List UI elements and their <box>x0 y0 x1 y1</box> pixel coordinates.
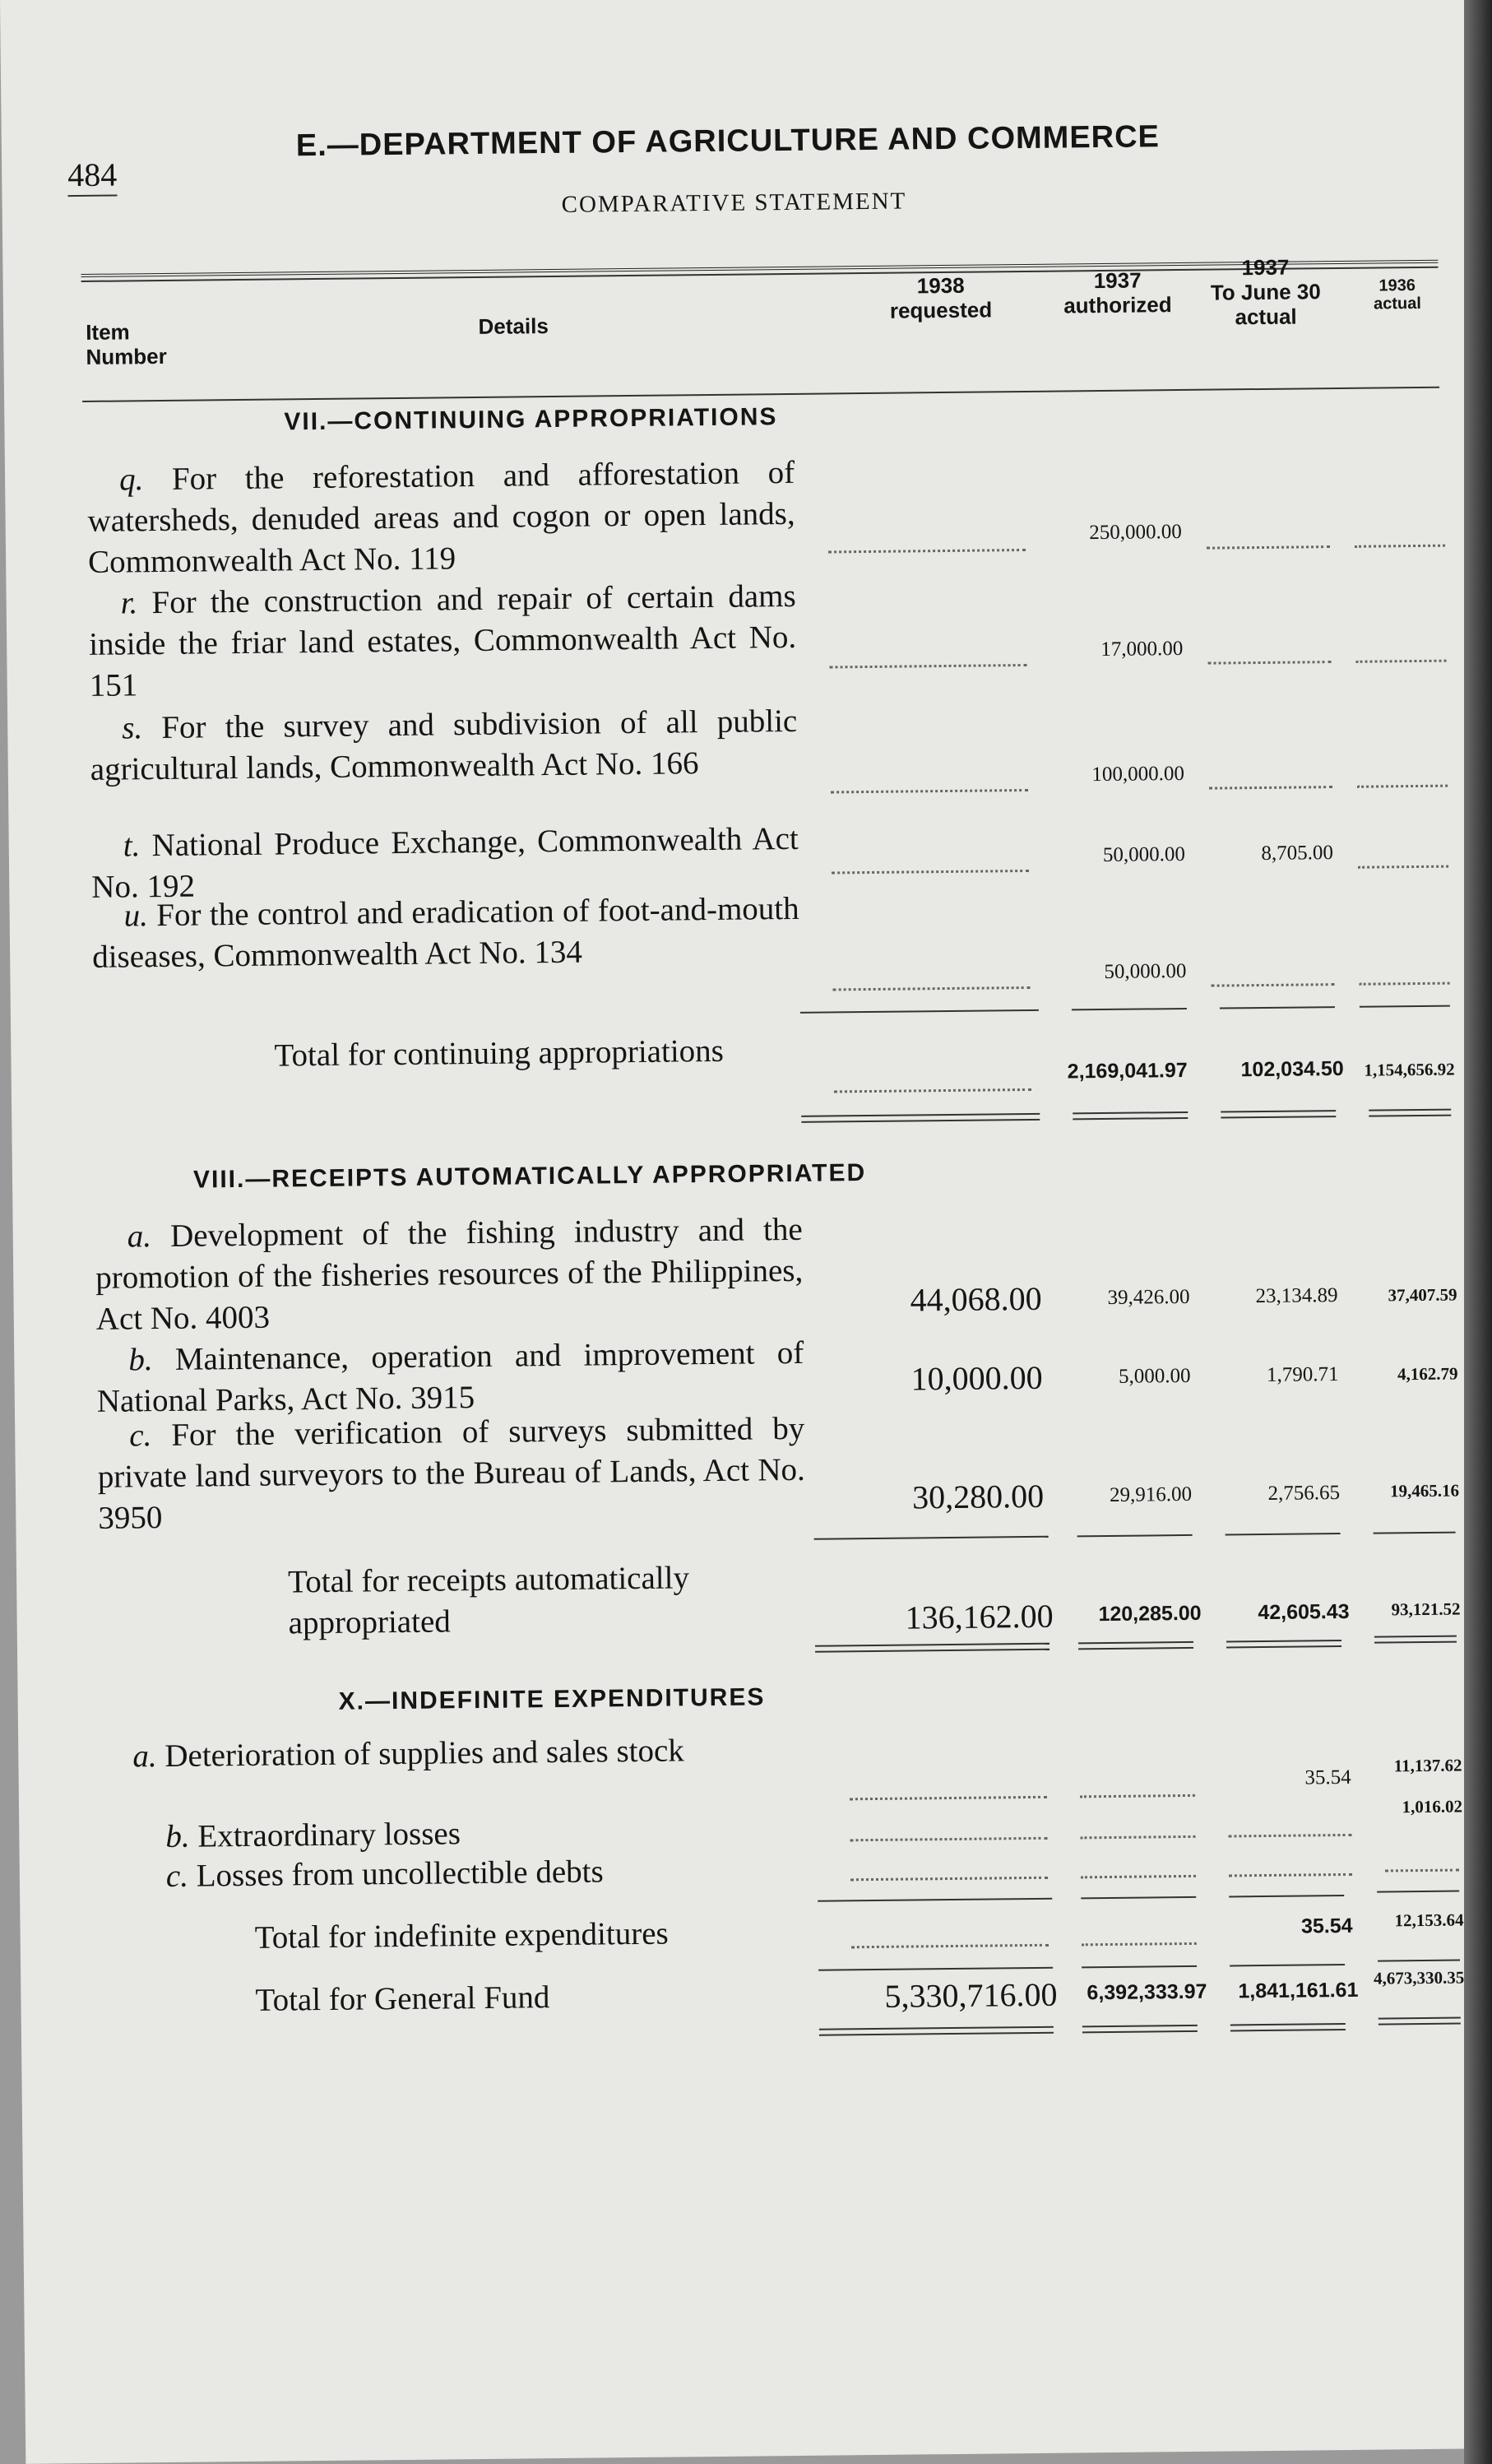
item-label: s. <box>122 710 143 746</box>
item-c-uncollectible-debts <box>102 1849 809 1898</box>
leader-dots <box>1208 661 1332 665</box>
value-actual-1936: 4,162.79 <box>1397 1363 1458 1385</box>
column-header-1938-requested: 1938 requested <box>889 272 993 323</box>
item-text: Maintenance, operation and improvement of National Parks, Act No. 3915 <box>96 1334 804 1419</box>
total-double-rule <box>1078 1641 1193 1650</box>
item-text: Extraordinary losses <box>197 1816 461 1854</box>
item-text: For the control and eradication of foot-and-mouth diseases, Commonwealth Act No. 134 <box>91 890 799 975</box>
subtotal-rule <box>1081 1896 1196 1899</box>
total-label: Total for General Fund <box>255 1979 550 2018</box>
item-a-fishing-industry <box>95 1209 804 1340</box>
header-bottom-rule <box>82 387 1439 402</box>
item-text: National Produce Exchange, Commonwealth Act No. 192 <box>91 820 799 905</box>
subtotal-rule <box>814 1536 1049 1540</box>
running-head: E.—DEPARTMENT OF AGRICULTURE AND COMMERCE <box>295 119 1161 164</box>
value-actual-1937: 2,756.65 <box>1267 1482 1341 1505</box>
item-s-survey <box>90 701 798 791</box>
item-label: r. <box>120 585 138 621</box>
item-label: b. <box>165 1818 190 1855</box>
leader-dots <box>1360 982 1450 986</box>
subtotal-rule <box>1229 1895 1344 1897</box>
leader-dots <box>1212 983 1335 987</box>
leader-dots <box>1082 1942 1197 1946</box>
value-actual-1936: 37,407.59 <box>1388 1284 1457 1306</box>
column-header-1937-actual: 1937 To June 30 actual <box>1210 254 1321 330</box>
value-authorized: 50,000.00 <box>1104 959 1187 984</box>
subtotal-rule <box>800 1009 1039 1014</box>
leader-dots <box>1357 785 1448 788</box>
total-receipts-actual-1937: 42,605.43 <box>1258 1599 1350 1625</box>
leader-dots <box>1081 1875 1196 1878</box>
total-double-rule <box>1378 2017 1461 2025</box>
subtotal-rule <box>1072 1008 1187 1010</box>
item-text: For the verification of surveys submitted by private land surveyors to the Bureau of Lands, Act No. 3950 <box>97 1410 805 1536</box>
item-label: c. <box>129 1418 152 1454</box>
subtotal-rule <box>818 1967 1053 1971</box>
item-text: Deterioration of supplies and sales stock <box>164 1733 684 1775</box>
value-authorized: 50,000.00 <box>1102 842 1186 867</box>
value-actual-1936: 1,016.02 <box>1402 1796 1463 1817</box>
value-requested: 10,000.00 <box>910 1358 1043 1398</box>
item-text: Development of the fishing industry and the promotion of the fisheries resources of the Philippines, Act No. 4003 <box>95 1211 804 1337</box>
value-authorized: 100,000.00 <box>1091 762 1185 787</box>
item-label: u. <box>123 898 149 934</box>
leader-dots <box>1080 1835 1195 1839</box>
total-indefinite-actual-1937: 35.54 <box>1300 1914 1353 1938</box>
total-label: Total for continuing appropriations <box>274 1032 725 1074</box>
value-authorized: 17,000.00 <box>1100 637 1184 661</box>
leader-dots <box>1209 786 1332 790</box>
total-continuing-actual-1936: 1,154,656.92 <box>1364 1059 1455 1080</box>
value-actual-1937: 23,134.89 <box>1255 1284 1338 1308</box>
leader-dots <box>1355 545 1445 548</box>
value-actual-1936: 19,465.16 <box>1389 1480 1460 1501</box>
total-continuing-actual-1937: 102,034.50 <box>1240 1056 1344 1082</box>
leader-dots <box>828 549 1026 554</box>
leader-dots <box>1207 545 1330 550</box>
column-header-1936-actual: 1936 actual <box>1373 276 1421 313</box>
section-heading-continuing: VII.—CONTINUING APPROPRIATIONS <box>284 403 778 436</box>
item-c-land-surveys <box>97 1408 806 1539</box>
value-authorized: 5,000.00 <box>1118 1364 1191 1388</box>
subtotal-rule <box>1230 1964 1345 1966</box>
page-binding-edge <box>1464 0 1492 2464</box>
subtotal-rule <box>1220 1006 1335 1009</box>
page-number: 484 <box>67 155 118 194</box>
general-fund-actual-1937: 1,841,161.61 <box>1238 1978 1359 2003</box>
general-fund-actual-1936: 4,673,330.35 <box>1373 1967 1465 1988</box>
item-label: q. <box>118 462 144 498</box>
general-fund-requested: 5,330,716.00 <box>884 1975 1058 2015</box>
value-actual-1937: 1,790.71 <box>1266 1363 1339 1386</box>
subtotal-rule <box>1360 1005 1450 1008</box>
page-number-underline <box>67 195 117 197</box>
leader-dots <box>1358 865 1448 869</box>
leader-dots <box>850 1877 1048 1882</box>
item-u-foot-and-mouth <box>91 889 799 978</box>
value-authorized: 29,916.00 <box>1109 1483 1193 1506</box>
subtotal-rule <box>1377 1891 1459 1893</box>
value-authorized: 39,426.00 <box>1107 1285 1190 1309</box>
leader-dots <box>832 870 1029 875</box>
leader-dots <box>850 1796 1047 1801</box>
column-header-details: Details <box>478 313 549 339</box>
total-receipts-actual-1936: 93,121.52 <box>1391 1599 1461 1620</box>
statement-subtitle: COMPARATIVE STATEMENT <box>561 188 907 218</box>
item-text: Losses from uncollectible debts <box>196 1854 604 1894</box>
item-label: a. <box>132 1738 157 1775</box>
value-actual-1937: 8,705.00 <box>1261 842 1334 865</box>
item-r-dams <box>88 576 797 707</box>
subtotal-rule <box>1374 1532 1456 1534</box>
total-general-fund <box>255 1974 831 2021</box>
total-receipts-requested: 136,162.00 <box>905 1597 1054 1636</box>
total-double-rule <box>1082 2025 1198 2033</box>
leader-dots <box>831 789 1028 794</box>
value-requested: 44,068.00 <box>910 1279 1042 1319</box>
leader-dots <box>1229 1873 1352 1877</box>
item-text: For the reforestation and afforestation of watersheds, denuded areas and cogon or open lands, Commonwealth Act No. 119 <box>87 454 795 580</box>
value-actual-1936: 11,137.62 <box>1393 1755 1462 1776</box>
item-label: c. <box>165 1858 189 1895</box>
total-receipts-authorized: 120,285.00 <box>1098 1601 1202 1626</box>
total-label: Total for indefinite expenditures <box>254 1915 669 1956</box>
total-double-rule <box>1230 2023 1346 2031</box>
total-double-rule <box>1226 1640 1341 1648</box>
item-q-reforestation <box>87 452 796 583</box>
total-double-rule <box>1369 1109 1451 1117</box>
column-header-item-number: Item Number <box>86 319 167 369</box>
total-double-rule <box>1221 1110 1336 1118</box>
leader-dots <box>850 1837 1047 1842</box>
leader-dots <box>1080 1794 1195 1798</box>
leader-dots <box>1228 1834 1351 1838</box>
leader-dots <box>1355 660 1446 663</box>
total-indefinite-actual-1936: 12,153.64 <box>1394 1909 1464 1931</box>
section-heading-indefinite: X.—INDEFINITE EXPENDITURES <box>338 1683 766 1715</box>
subtotal-rule <box>1226 1533 1341 1535</box>
item-label: b. <box>128 1342 153 1378</box>
subtotal-rule <box>1378 1960 1460 1962</box>
general-fund-authorized: 6,392,333.97 <box>1087 1979 1207 2005</box>
column-header-1937-authorized: 1937 authorized <box>1063 267 1172 318</box>
subtotal-rule <box>1082 1965 1197 1968</box>
item-label: t. <box>123 828 141 864</box>
total-continuing <box>274 1030 800 1077</box>
total-double-rule <box>1374 1636 1457 1644</box>
total-indefinite <box>254 1912 830 1959</box>
leader-dots <box>830 664 1027 669</box>
item-label: a. <box>127 1218 152 1255</box>
total-double-rule <box>1073 1111 1188 1120</box>
leader-dots <box>834 1088 1031 1093</box>
total-receipts <box>288 1557 815 1645</box>
value-requested: 30,280.00 <box>911 1477 1045 1516</box>
item-text: For the survey and subdivision of all public agricultural lands, Commonwealth Act No. 166 <box>90 703 798 787</box>
value-actual-1937: 35.54 <box>1304 1766 1351 1789</box>
subtotal-rule <box>818 1898 1052 1902</box>
total-label: Total for receipts automatically appropriated <box>287 1560 690 1641</box>
subtotal-rule <box>1077 1534 1193 1537</box>
item-a-deterioration <box>100 1729 808 1778</box>
total-double-rule <box>815 1643 1049 1653</box>
value-authorized: 250,000.00 <box>1089 520 1182 545</box>
leader-dots <box>851 1944 1049 1949</box>
total-double-rule <box>801 1113 1040 1123</box>
total-continuing-authorized: 2,169,041.97 <box>1067 1058 1188 1084</box>
item-text: For the construction and repair of certain dams inside the friar land estates, Commonwealth Act No. 151 <box>88 578 797 703</box>
section-heading-receipts: VIII.—RECEIPTS AUTOMATICALLY APPROPRIATED <box>192 1159 867 1194</box>
leader-dots <box>1385 1869 1459 1872</box>
leader-dots <box>833 986 1031 991</box>
total-double-rule <box>819 2026 1054 2036</box>
